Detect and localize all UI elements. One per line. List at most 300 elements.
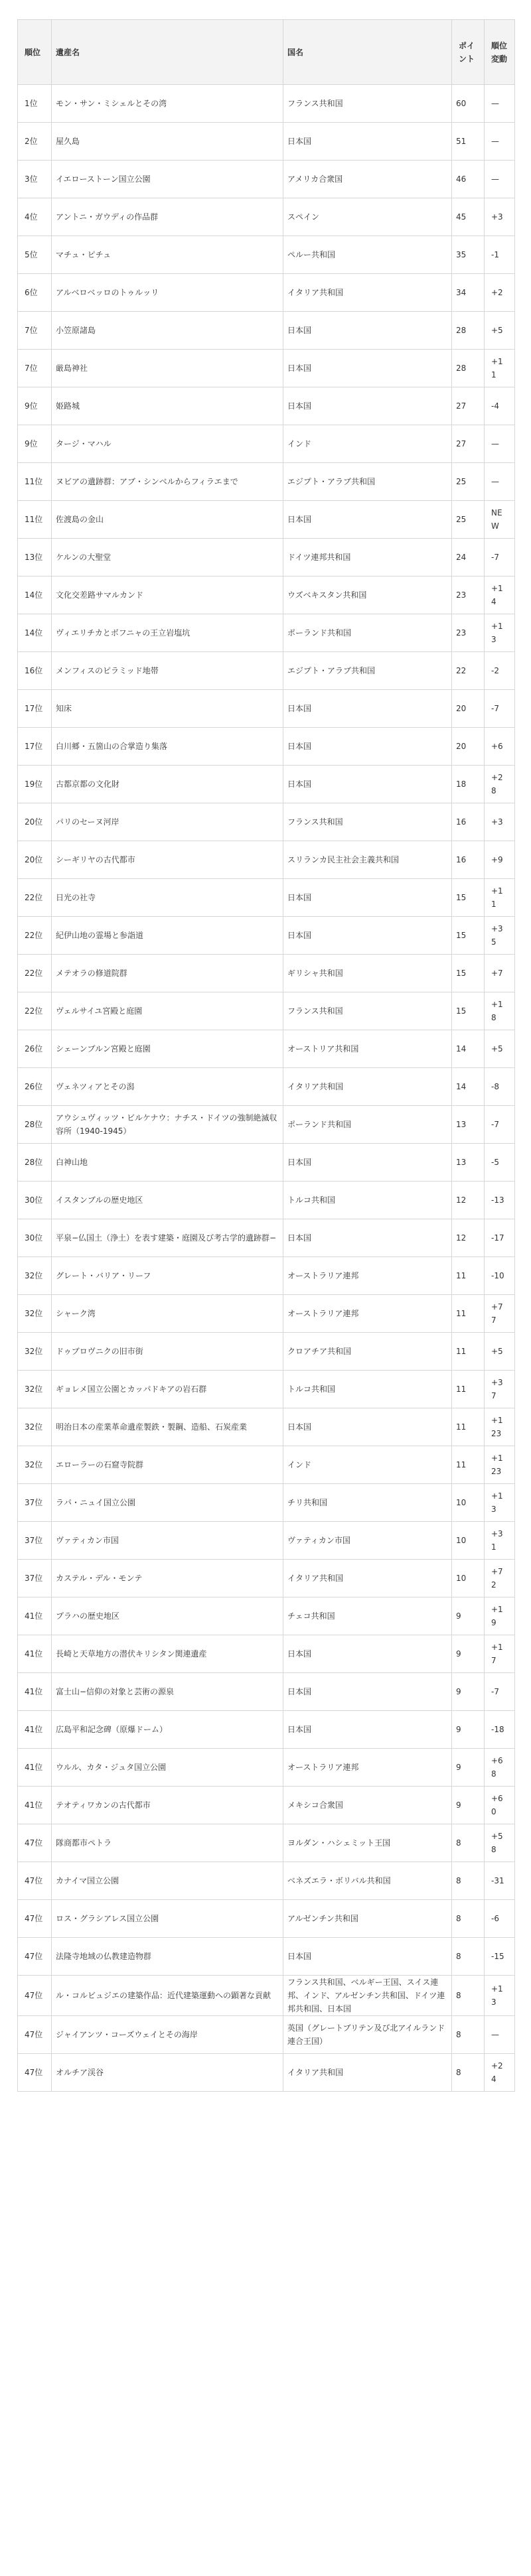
heritage-name-cell: 屋久島 — [52, 123, 283, 161]
points-cell: 35 — [452, 236, 485, 274]
points-cell: 9 — [452, 1749, 485, 1787]
points-cell: 8 — [452, 1862, 485, 1900]
rank-change-cell: +123 — [485, 1446, 515, 1484]
rank-change-cell: +5 — [485, 1333, 515, 1371]
rank-cell: 7位 — [18, 350, 52, 387]
heritage-name-cell: ギョレメ国立公園とカッパドキアの岩石群 — [52, 1371, 283, 1408]
heritage-name-cell: シーギリヤの古代都市 — [52, 841, 283, 879]
table-row — [18, 1597, 515, 1635]
rank-change-cell: -7 — [485, 539, 515, 576]
table-row — [18, 1560, 515, 1597]
points-cell: 24 — [452, 539, 485, 576]
rank-change-cell: -6 — [485, 1900, 515, 1938]
table-row — [18, 1711, 515, 1749]
table-row — [18, 1257, 515, 1295]
rank-cell: 17位 — [18, 690, 52, 728]
rank-cell: 32位 — [18, 1295, 52, 1333]
rank-cell: 47位 — [18, 1976, 52, 2016]
country-cell: アメリカ合衆国 — [283, 161, 452, 198]
rank-cell: 9位 — [18, 425, 52, 463]
heritage-name-cell: 古都京都の文化財 — [52, 766, 283, 803]
table-row — [18, 1976, 515, 2016]
heritage-name-cell: イエローストーン国立公園 — [52, 161, 283, 198]
rank-change-cell: +3 — [485, 198, 515, 236]
rank-change-cell: +6 — [485, 728, 515, 766]
heritage-name-cell: 知床 — [52, 690, 283, 728]
heritage-name-cell: メンフィスのピラミッド地帯 — [52, 652, 283, 690]
rank-change-cell: +13 — [485, 1484, 515, 1522]
rank-cell: 22位 — [18, 879, 52, 917]
country-cell: 英国（グレートブリテン及び北アイルランド連合王国） — [283, 2016, 452, 2054]
table-row — [18, 1522, 515, 1560]
country-cell: 日本国 — [283, 1408, 452, 1446]
rank-cell: 37位 — [18, 1484, 52, 1522]
points-cell: 16 — [452, 841, 485, 879]
heritage-name-cell: アントニ・ガウディの作品群 — [52, 198, 283, 236]
rank-change-cell: -13 — [485, 1182, 515, 1219]
table-row — [18, 879, 515, 917]
heritage-name-cell: 佐渡島の金山 — [52, 501, 283, 539]
heritage-name-cell: 厳島神社 — [52, 350, 283, 387]
heritage-name-cell: ヴェネツィアとその潟 — [52, 1068, 283, 1106]
rank-change-cell: +18 — [485, 992, 515, 1030]
country-cell: イタリア共和国 — [283, 1068, 452, 1106]
points-cell: 9 — [452, 1597, 485, 1635]
heritage-name-cell: シェーンブルン宮殿と庭園 — [52, 1030, 283, 1068]
country-cell: スリランカ民主社会主義共和国 — [283, 841, 452, 879]
country-cell: ペルー共和国 — [283, 236, 452, 274]
rank-cell: 28位 — [18, 1106, 52, 1144]
country-cell: イタリア共和国 — [283, 1560, 452, 1597]
country-cell: フランス共和国 — [283, 803, 452, 841]
points-cell: 10 — [452, 1522, 485, 1560]
table-row — [18, 463, 515, 501]
rank-change-cell: -7 — [485, 1673, 515, 1711]
rank-cell: 13位 — [18, 539, 52, 576]
table-row — [18, 1484, 515, 1522]
heritage-name-cell: ラパ・ニュイ国立公園 — [52, 1484, 283, 1522]
country-cell: 日本国 — [283, 501, 452, 539]
table-row — [18, 1106, 515, 1144]
country-cell: クロアチア共和国 — [283, 1333, 452, 1371]
rank-change-cell: +7 — [485, 955, 515, 992]
points-cell: 28 — [452, 350, 485, 387]
table-row — [18, 1635, 515, 1673]
table-row — [18, 841, 515, 879]
points-cell: 15 — [452, 917, 485, 955]
rank-cell: 47位 — [18, 1938, 52, 1976]
table-row — [18, 1749, 515, 1787]
rank-cell: 22位 — [18, 992, 52, 1030]
table-row — [18, 2054, 515, 2092]
rank-cell: 47位 — [18, 1900, 52, 1938]
rank-change-cell: +13 — [485, 1976, 515, 2016]
header-country: 国名 — [283, 20, 452, 85]
table-row — [18, 992, 515, 1030]
rank-cell: 47位 — [18, 2016, 52, 2054]
points-cell: 22 — [452, 652, 485, 690]
country-cell: 日本国 — [283, 690, 452, 728]
country-cell: スペイン — [283, 198, 452, 236]
country-cell: アルゼンチン共和国 — [283, 1900, 452, 1938]
table-row — [18, 123, 515, 161]
heritage-name-cell: イスタンブルの歴史地区 — [52, 1182, 283, 1219]
table-row — [18, 690, 515, 728]
points-cell: 51 — [452, 123, 485, 161]
table-row — [18, 1295, 515, 1333]
points-cell: 23 — [452, 576, 485, 614]
heritage-name-cell: ル・コルビュジエの建築作品：近代建築運動への顕著な貢献 — [52, 1976, 283, 2016]
table-row — [18, 1408, 515, 1446]
country-cell: フランス共和国 — [283, 85, 452, 123]
country-cell: 日本国 — [283, 1673, 452, 1711]
country-cell: オーストラリア連邦 — [283, 1257, 452, 1295]
rank-change-cell: +13 — [485, 614, 515, 652]
country-cell: オーストラリア連邦 — [283, 1749, 452, 1787]
points-cell: 23 — [452, 614, 485, 652]
rank-change-cell: +35 — [485, 917, 515, 955]
table-row — [18, 955, 515, 992]
country-cell: ウズベキスタン共和国 — [283, 576, 452, 614]
country-cell: 日本国 — [283, 1711, 452, 1749]
rank-change-cell: -18 — [485, 1711, 515, 1749]
table-row — [18, 1900, 515, 1938]
country-cell: 日本国 — [283, 1635, 452, 1673]
rank-cell: 14位 — [18, 576, 52, 614]
country-cell: 日本国 — [283, 1144, 452, 1182]
points-cell: 15 — [452, 955, 485, 992]
heritage-name-cell: カナイマ国立公園 — [52, 1862, 283, 1900]
points-cell: 8 — [452, 2016, 485, 2054]
points-cell: 11 — [452, 1371, 485, 1408]
table-row — [18, 198, 515, 236]
points-cell: 9 — [452, 1711, 485, 1749]
points-cell: 8 — [452, 1938, 485, 1976]
rank-cell: 14位 — [18, 614, 52, 652]
rank-change-cell: +14 — [485, 576, 515, 614]
country-cell: ドイツ連邦共和国 — [283, 539, 452, 576]
country-cell: インド — [283, 1446, 452, 1484]
country-cell: 日本国 — [283, 1938, 452, 1976]
points-cell: 20 — [452, 690, 485, 728]
ranking-table-wrapper — [17, 19, 514, 2092]
points-cell: 11 — [452, 1408, 485, 1446]
table-row — [18, 539, 515, 576]
heritage-name-cell: カステル・デル・モンテ — [52, 1560, 283, 1597]
country-cell: チリ共和国 — [283, 1484, 452, 1522]
points-cell: 45 — [452, 198, 485, 236]
heritage-name-cell: シャーク湾 — [52, 1295, 283, 1333]
heritage-name-cell: メテオラの修道院群 — [52, 955, 283, 992]
rank-cell: 28位 — [18, 1144, 52, 1182]
heritage-name-cell: ウルル、カタ・ジュタ国立公園 — [52, 1749, 283, 1787]
points-cell: 14 — [452, 1068, 485, 1106]
table-row — [18, 1030, 515, 1068]
points-cell: 25 — [452, 463, 485, 501]
heritage-name-cell: ヴァティカン市国 — [52, 1522, 283, 1560]
table-row — [18, 350, 515, 387]
country-cell: オーストリア共和国 — [283, 1030, 452, 1068]
country-cell: 日本国 — [283, 123, 452, 161]
heritage-name-cell: ヴィエリチカとボフニャの王立岩塩坑 — [52, 614, 283, 652]
heritage-name-cell: 日光の社寺 — [52, 879, 283, 917]
country-cell: ヨルダン・ハシェミット王国 — [283, 1824, 452, 1862]
points-cell: 10 — [452, 1560, 485, 1597]
rank-cell: 22位 — [18, 917, 52, 955]
header-rank: 順位 — [18, 20, 52, 85]
rank-change-cell: +17 — [485, 1635, 515, 1673]
rank-change-cell: — — [485, 85, 515, 123]
points-cell: 8 — [452, 2054, 485, 2092]
heritage-name-cell: プラハの歴史地区 — [52, 1597, 283, 1635]
table-row — [18, 1068, 515, 1106]
points-cell: 13 — [452, 1144, 485, 1182]
table-row — [18, 85, 515, 123]
rank-change-cell: +77 — [485, 1295, 515, 1333]
rank-cell: 22位 — [18, 955, 52, 992]
rank-cell: 41位 — [18, 1635, 52, 1673]
points-cell: 8 — [452, 1900, 485, 1938]
country-cell: ギリシャ共和国 — [283, 955, 452, 992]
country-cell: メキシコ合衆国 — [283, 1787, 452, 1824]
points-cell: 25 — [452, 501, 485, 539]
heritage-name-cell: 法隆寺地域の仏教建造物群 — [52, 1938, 283, 1976]
rank-change-cell: -7 — [485, 1106, 515, 1144]
header-change: 順位変動 — [485, 20, 515, 85]
rank-cell: 20位 — [18, 803, 52, 841]
points-cell: 11 — [452, 1295, 485, 1333]
rank-cell: 32位 — [18, 1333, 52, 1371]
points-cell: 11 — [452, 1446, 485, 1484]
header-points: ポイント — [452, 20, 485, 85]
rank-cell: 41位 — [18, 1711, 52, 1749]
heritage-name-cell: 白川郷・五箇山の合掌造り集落 — [52, 728, 283, 766]
rank-cell: 20位 — [18, 841, 52, 879]
heritage-name-cell: 明治日本の産業革命遺産製鉄・製鋼、造船、石炭産業 — [52, 1408, 283, 1446]
table-row — [18, 387, 515, 425]
rank-cell: 11位 — [18, 463, 52, 501]
rank-change-cell: +28 — [485, 766, 515, 803]
rank-cell: 5位 — [18, 236, 52, 274]
country-cell: ヴァティカン市国 — [283, 1522, 452, 1560]
table-row — [18, 1333, 515, 1371]
rank-cell: 9位 — [18, 387, 52, 425]
heritage-name-cell: タージ・マハル — [52, 425, 283, 463]
heritage-name-cell: アウシュヴィッツ・ビルケナウ：ナチス・ドイツの強制絶滅収容所（1940-1945） — [52, 1106, 283, 1144]
heritage-name-cell: 長崎と天草地方の潜伏キリシタン関連遺産 — [52, 1635, 283, 1673]
table-row — [18, 1673, 515, 1711]
heritage-name-cell: ロス・グラシアレス国立公園 — [52, 1900, 283, 1938]
points-cell: 9 — [452, 1787, 485, 1824]
points-cell: 16 — [452, 803, 485, 841]
world-heritage-ranking-table — [17, 19, 515, 2092]
rank-change-cell: +72 — [485, 1560, 515, 1597]
table-row — [18, 1182, 515, 1219]
country-cell: 日本国 — [283, 1219, 452, 1257]
heritage-name-cell: モン・サン・ミシェルとその湾 — [52, 85, 283, 123]
country-cell: 日本国 — [283, 917, 452, 955]
table-row — [18, 766, 515, 803]
rank-change-cell: -17 — [485, 1219, 515, 1257]
rank-cell: 32位 — [18, 1408, 52, 1446]
country-cell: イタリア共和国 — [283, 274, 452, 312]
heritage-name-cell: 平泉−仏国土（浄土）を表す建築・庭園及び考古学的遺跡群− — [52, 1219, 283, 1257]
heritage-name-cell: ケルンの大聖堂 — [52, 539, 283, 576]
points-cell: 15 — [452, 879, 485, 917]
points-cell: 18 — [452, 766, 485, 803]
country-cell: 日本国 — [283, 350, 452, 387]
rank-cell: 47位 — [18, 1862, 52, 1900]
heritage-name-cell: ジャイアンツ・コーズウェイとその海岸 — [52, 2016, 283, 2054]
country-cell: インド — [283, 425, 452, 463]
points-cell: 27 — [452, 425, 485, 463]
rank-cell: 47位 — [18, 2054, 52, 2092]
rank-change-cell: +5 — [485, 312, 515, 350]
points-cell: 12 — [452, 1182, 485, 1219]
points-cell: 8 — [452, 1824, 485, 1862]
points-cell: 8 — [452, 1976, 485, 2016]
country-cell: フランス共和国 — [283, 992, 452, 1030]
points-cell: 60 — [452, 85, 485, 123]
rank-change-cell: +2 — [485, 274, 515, 312]
table-row — [18, 274, 515, 312]
table-row — [18, 1824, 515, 1862]
rank-change-cell: -1 — [485, 236, 515, 274]
rank-change-cell: — — [485, 425, 515, 463]
points-cell: 46 — [452, 161, 485, 198]
points-cell: 10 — [452, 1484, 485, 1522]
table-header-row — [18, 20, 515, 85]
rank-cell: 3位 — [18, 161, 52, 198]
heritage-name-cell: ヴェルサイユ宮殿と庭園 — [52, 992, 283, 1030]
heritage-name-cell: アルベロベッロのトゥルッリ — [52, 274, 283, 312]
table-row — [18, 425, 515, 463]
table-row — [18, 1219, 515, 1257]
heritage-name-cell: 姫路城 — [52, 387, 283, 425]
country-cell: 日本国 — [283, 879, 452, 917]
rank-change-cell: +11 — [485, 350, 515, 387]
points-cell: 20 — [452, 728, 485, 766]
table-row — [18, 803, 515, 841]
rank-change-cell: +5 — [485, 1030, 515, 1068]
table-row — [18, 576, 515, 614]
rank-cell: 37位 — [18, 1522, 52, 1560]
table-row — [18, 161, 515, 198]
rank-change-cell: +19 — [485, 1597, 515, 1635]
rank-change-cell: +24 — [485, 2054, 515, 2092]
rank-change-cell: — — [485, 463, 515, 501]
rank-change-cell: +68 — [485, 1749, 515, 1787]
heritage-name-cell: ドゥブロヴニクの旧市街 — [52, 1333, 283, 1371]
country-cell: チェコ共和国 — [283, 1597, 452, 1635]
country-cell: トルコ共和国 — [283, 1182, 452, 1219]
rank-cell: 32位 — [18, 1371, 52, 1408]
rank-cell: 32位 — [18, 1257, 52, 1295]
points-cell: 15 — [452, 992, 485, 1030]
points-cell: 28 — [452, 312, 485, 350]
rank-change-cell: NEW — [485, 501, 515, 539]
country-cell: 日本国 — [283, 312, 452, 350]
rank-cell: 26位 — [18, 1068, 52, 1106]
rank-change-cell: +60 — [485, 1787, 515, 1824]
points-cell: 34 — [452, 274, 485, 312]
country-cell: 日本国 — [283, 766, 452, 803]
rank-cell: 41位 — [18, 1673, 52, 1711]
country-cell: イタリア共和国 — [283, 2054, 452, 2092]
header-name: 遺産名 — [52, 20, 283, 85]
heritage-name-cell: 紀伊山地の霊場と参詣道 — [52, 917, 283, 955]
rank-cell: 11位 — [18, 501, 52, 539]
table-row — [18, 1787, 515, 1824]
rank-change-cell: +123 — [485, 1408, 515, 1446]
country-cell: ベネズエラ・ボリバル共和国 — [283, 1862, 452, 1900]
country-cell: ポーランド共和国 — [283, 1106, 452, 1144]
table-row — [18, 1938, 515, 1976]
rank-change-cell: -2 — [485, 652, 515, 690]
rank-cell: 41位 — [18, 1787, 52, 1824]
heritage-name-cell: マチュ・ピチュ — [52, 236, 283, 274]
points-cell: 13 — [452, 1106, 485, 1144]
rank-cell: 32位 — [18, 1446, 52, 1484]
country-cell: フランス共和国、ベルギー王国、スイス連邦、インド、アルゼンチン共和国、ドイツ連邦共和国、日本国 — [283, 1976, 452, 2016]
rank-change-cell: — — [485, 161, 515, 198]
country-cell: ポーランド共和国 — [283, 614, 452, 652]
rank-change-cell: +3 — [485, 803, 515, 841]
rank-change-cell: -7 — [485, 690, 515, 728]
country-cell: 日本国 — [283, 728, 452, 766]
rank-cell: 17位 — [18, 728, 52, 766]
rank-cell: 47位 — [18, 1824, 52, 1862]
rank-change-cell: -4 — [485, 387, 515, 425]
table-row — [18, 1446, 515, 1484]
rank-change-cell: -10 — [485, 1257, 515, 1295]
rank-change-cell: -8 — [485, 1068, 515, 1106]
rank-change-cell: +11 — [485, 879, 515, 917]
heritage-name-cell: 文化交差路サマルカンド — [52, 576, 283, 614]
country-cell: エジプト・アラブ共和国 — [283, 652, 452, 690]
rank-cell: 6位 — [18, 274, 52, 312]
heritage-name-cell: 富士山−信仰の対象と芸術の源泉 — [52, 1673, 283, 1711]
rank-change-cell: -15 — [485, 1938, 515, 1976]
heritage-name-cell: オルチア渓谷 — [52, 2054, 283, 2092]
rank-cell: 4位 — [18, 198, 52, 236]
heritage-name-cell: 白神山地 — [52, 1144, 283, 1182]
table-row — [18, 652, 515, 690]
table-row — [18, 1862, 515, 1900]
rank-change-cell: — — [485, 2016, 515, 2054]
country-cell: エジプト・アラブ共和国 — [283, 463, 452, 501]
rank-change-cell: +9 — [485, 841, 515, 879]
points-cell: 14 — [452, 1030, 485, 1068]
rank-change-cell: +31 — [485, 1522, 515, 1560]
heritage-name-cell: ヌビアの遺跡群：アブ・シンベルからフィラエまで — [52, 463, 283, 501]
table-row — [18, 1144, 515, 1182]
rank-cell: 2位 — [18, 123, 52, 161]
heritage-name-cell: エローラーの石窟寺院群 — [52, 1446, 283, 1484]
points-cell: 12 — [452, 1219, 485, 1257]
points-cell: 27 — [452, 387, 485, 425]
table-row — [18, 728, 515, 766]
country-cell: 日本国 — [283, 387, 452, 425]
country-cell: トルコ共和国 — [283, 1371, 452, 1408]
table-row — [18, 2016, 515, 2054]
rank-change-cell: -31 — [485, 1862, 515, 1900]
heritage-name-cell: パリのセーヌ河岸 — [52, 803, 283, 841]
points-cell: 9 — [452, 1635, 485, 1673]
heritage-name-cell: 小笠原諸島 — [52, 312, 283, 350]
points-cell: 9 — [452, 1673, 485, 1711]
heritage-name-cell: テオティワカンの古代都市 — [52, 1787, 283, 1824]
